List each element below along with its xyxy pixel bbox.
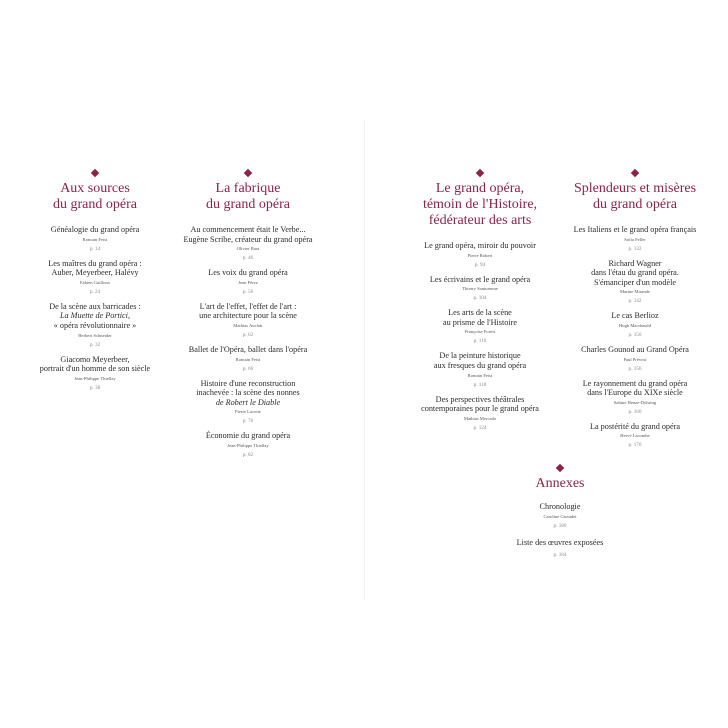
toc-entry[interactable]	[178, 345, 318, 372]
entry-page: p. 32	[89, 341, 101, 348]
entry-author: Pierre Lacotte	[235, 409, 261, 415]
entry-title: Au commencement était le Verbe... Eugène Scribe, créateur du grand opéra	[183, 225, 313, 244]
entry-author: Sabine Henze-Döhring	[613, 399, 657, 405]
toc-entry[interactable]	[410, 275, 550, 302]
entry-title: Chronologie	[539, 502, 581, 511]
entry-author: Romain Feist	[82, 236, 108, 242]
section-temoin-histoire	[410, 170, 550, 438]
entry-author: Mathias Mercado	[463, 415, 497, 421]
toc-entry[interactable]	[178, 268, 318, 295]
entry-page: p. 14	[89, 245, 101, 252]
section-title: Annexes	[535, 476, 585, 491]
page-fold	[364, 120, 365, 600]
toc-entry[interactable]	[560, 422, 710, 449]
toc-entry[interactable]	[560, 345, 710, 372]
entry-title: Les écrivains et le grand opéra	[429, 274, 531, 284]
entry-title: Histoire d'une reconstruction inachevée : la scène des nonnes de Robert le Diable	[196, 378, 300, 407]
entry-title: Généalogie du grand opéra	[50, 225, 140, 234]
entry-page: p. 156	[628, 365, 642, 372]
entry-author: Herbert Schneider	[78, 332, 112, 338]
toc-entry[interactable]	[560, 259, 710, 305]
entry-author: Fabien Guilloux	[80, 279, 110, 285]
toc-entry[interactable]	[178, 379, 318, 425]
entry-title: Charles Gounod au Grand Opéra	[581, 344, 689, 354]
entry-author: Thierry Santurenne	[462, 286, 498, 292]
entry-page: p. 24	[89, 288, 101, 295]
toc-entry[interactable]	[410, 395, 550, 431]
toc-entry[interactable]	[178, 431, 318, 458]
entry-page: p. 132	[628, 245, 642, 252]
section-title: Splendeurs et misères du grand opéra	[573, 181, 697, 212]
entry-title: Les voix du grand opéra	[208, 268, 288, 278]
entry-author: Mathias Auclair	[233, 322, 263, 328]
entry-page: p. 118	[473, 381, 487, 388]
toc-entry[interactable]	[410, 351, 550, 387]
entry-author: Pierre Robert	[467, 252, 493, 258]
entry-title: Des perspectives théâtrales contemporaines pour le grand opéra	[421, 394, 539, 414]
toc-entry[interactable]	[35, 225, 155, 252]
diamond-ornament-icon	[476, 169, 484, 177]
diamond-ornament-icon	[631, 169, 639, 177]
section-title: Le grand opéra, témoin de l'Histoire, fédérateur des arts	[422, 181, 538, 228]
entry-author: Hugh Macdonald	[618, 322, 652, 328]
toc-entry[interactable]	[560, 379, 710, 415]
entry-page: p. 104	[473, 295, 487, 302]
entry-author: Olivier Bara	[236, 246, 260, 252]
entry-page: p. 124	[473, 424, 487, 431]
entry-title: De la peinture historique aux fresques du grand opéra	[433, 351, 527, 370]
toc-entry[interactable]	[35, 259, 155, 295]
section-la-fabrique	[178, 170, 318, 465]
entry-author: Romain Feist	[235, 356, 261, 362]
entry-page: p. 38	[89, 384, 101, 391]
entry-author: Romain Feist	[467, 372, 493, 378]
entry-author: Paul Prévost	[623, 356, 647, 362]
entry-author: Jean-Philippe Thiellay	[74, 375, 116, 381]
entry-author: Jean Pérez	[238, 279, 258, 285]
entry-page: p. 184	[553, 552, 567, 559]
entry-page: p. 110	[473, 338, 487, 345]
entry-page: p. 180	[553, 522, 567, 529]
toc-entry[interactable]	[410, 241, 550, 268]
entry-page: p. 150	[628, 331, 642, 338]
diamond-ornament-icon	[556, 464, 564, 472]
section-aux-sources	[35, 170, 155, 398]
entry-page: p. 76	[242, 418, 254, 425]
entry-title: Le grand opéra, miroir du pouvoir	[424, 241, 536, 250]
entry-author: Hervé Lacombe	[620, 433, 650, 439]
entry-page: p. 66	[242, 365, 254, 372]
entry-title: Les arts de la scène au prisme de l'Histoire	[442, 308, 517, 327]
entry-page: p. 82	[242, 451, 254, 458]
toc-entry[interactable]	[500, 502, 620, 529]
toc-entry[interactable]	[500, 538, 620, 559]
entry-page: p. 46	[242, 255, 254, 262]
toc-entry[interactable]	[35, 302, 155, 348]
entry-title: L'art de l'effet, l'effet de l'art : une architecture pour la scène	[199, 301, 297, 321]
toc-entry[interactable]	[178, 225, 318, 261]
section-title: La fabrique du grand opéra	[206, 181, 290, 212]
entry-title: Le rayonnement du grand opéra dans l'Europe du XIXe siècle	[582, 378, 688, 398]
entry-page: p. 170	[628, 442, 642, 449]
toc-entry[interactable]	[560, 225, 710, 252]
entry-author: Marine Mirande	[620, 289, 650, 295]
entry-title: Les Italiens et le grand opéra français	[573, 225, 697, 234]
section-annexes	[500, 465, 620, 565]
entry-title: Giacomo Meyerbeer, portrait d'un homme de son siècle	[39, 354, 151, 374]
entry-title: Ballet de l'Opéra, ballet dans l'opéra	[188, 344, 308, 354]
entry-author: Sofia Feller	[624, 236, 646, 242]
entry-title: De la scène aux barricades : La Muette de Portici, « opéra révolutionnaire »	[49, 301, 141, 330]
entry-title: La postérité du grand opéra	[589, 421, 681, 431]
toc-entry[interactable]	[178, 302, 318, 338]
diamond-ornament-icon	[244, 169, 252, 177]
toc-entry[interactable]	[35, 355, 155, 391]
entry-author: Caroline Giraudet	[543, 513, 577, 519]
entry-title: Le cas Berlioz	[611, 311, 659, 321]
entry-title: Les maîtres du grand opéra : Auber, Meyerbeer, Halévy	[48, 258, 142, 278]
entry-author: Jean-Philippe Thiellay	[227, 442, 269, 448]
entry-title: Liste des œuvres exposées	[516, 537, 604, 547]
section-splendeurs	[560, 170, 710, 455]
entry-page: p. 142	[628, 298, 642, 305]
entry-page: p. 62	[242, 331, 254, 338]
toc-entry[interactable]	[560, 311, 710, 338]
entry-title: Richard Wagner dans l'étau du grand opéra. S'émanciper d'un modèle	[591, 258, 679, 287]
entry-page: p. 94	[474, 261, 486, 268]
entry-page: p. 56	[242, 288, 254, 295]
entry-page: p. 160	[628, 408, 642, 415]
entry-title: Économie du grand opéra	[205, 431, 291, 441]
diamond-ornament-icon	[91, 169, 99, 177]
toc-entry[interactable]	[410, 308, 550, 344]
entry-author: Françoise Forest	[464, 329, 496, 335]
section-title: Aux sources du grand opéra	[53, 181, 137, 212]
